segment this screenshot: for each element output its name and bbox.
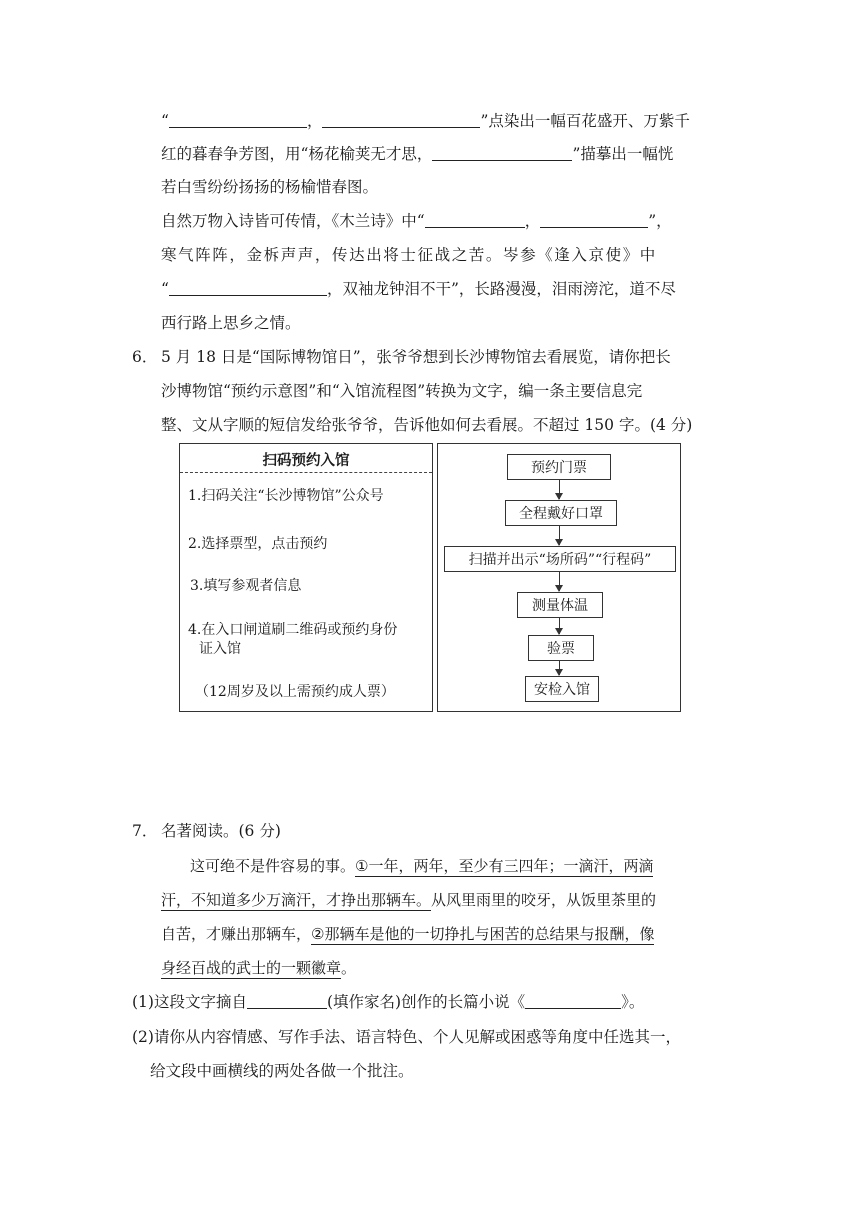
flow-arrow: [559, 661, 560, 675]
q7-sub-2-line-1: (2)请你从内容情感、写作手法、语言特色、个人见解或困惑等角度中任选其一，: [132, 1028, 681, 1046]
flow-step-6: 安检入馆: [525, 676, 599, 702]
q5-line-7: 西行路上思乡之情。: [161, 314, 301, 332]
reservation-step-4: 4.在入口闸道刷二维码或预约身份: [188, 622, 398, 638]
underlined-passage-2: ②那辆车是他的一切挣扎与困苦的总结果与报酬，像: [311, 925, 655, 943]
underlined-passage-1-cont: 汗，不知道多少万滴汗，才挣出那辆车。: [161, 891, 432, 909]
q7-title: 名著阅读。(6 分): [161, 822, 281, 840]
reservation-step-1: 1.扫码关注“长沙博物馆”公众号: [188, 488, 384, 504]
underlined-passage-1: ①一年，两年，至少有三四年；一滴汗，两滴: [355, 857, 654, 875]
q7-passage-line-1: 这可绝不是件容易的事。①一年，两年，至少有三四年；一滴汗，两滴: [190, 857, 654, 875]
q7-passage-line-2: 汗，不知道多少万滴汗，才挣出那辆车。从风里雨里的咬牙，从饭里茶里的: [161, 891, 657, 909]
q6-line-3: 整、文从字顺的短信发给张爷爷，告诉他如何去看展。不超过 150 字。(4 分): [161, 416, 693, 434]
underlined-passage-2-cont: 身经百战的武士的一颗徽章: [161, 959, 342, 977]
answer-blank[interactable]: [169, 111, 307, 128]
q6-line-1: 5 月 18 日是“国际博物馆日”，张爷爷想到长沙博物馆去看展览，请你把长: [161, 348, 671, 366]
answer-blank[interactable]: [432, 144, 572, 161]
q5-line-6: “ ，双袖龙钟泪不干”，长路漫漫，泪雨滂沱，道不尽: [161, 280, 676, 298]
q5-line-2: 红的暮春争芳图，用“杨花榆荚无才思， ”描摹出一幅恍: [161, 145, 674, 163]
answer-blank[interactable]: [425, 211, 525, 228]
q5-line-1: “ ， ”点染出一幅百花盛开、万紫千: [161, 112, 690, 130]
q6-number: 6．: [132, 348, 158, 366]
q5-line-3: 若白雪纷纷扬扬的杨榆惜春图。: [161, 178, 379, 196]
reservation-step-2: 2.选择票型，点击预约: [188, 536, 328, 552]
reservation-step-4-cont: 证入馆: [199, 641, 241, 657]
reservation-step-3: 3.填写参观者信息: [190, 578, 302, 594]
q7-passage-line-4: 身经百战的武士的一颗徽章。: [161, 959, 357, 977]
q5-line-5: 寒气阵阵，金柝声声，传达出将士征战之苦。岑参《逢入京使》中: [161, 246, 657, 264]
q7-number: 7．: [132, 822, 158, 840]
q7-passage-line-3: 自苦，才赚出那辆车，②那辆车是他的一切挣扎与困苦的总结果与报酬，像: [161, 925, 655, 943]
q7-sub-1: (1)这段文字摘自 (填作家名)创作的长篇小说《 》。: [132, 993, 645, 1011]
flow-step-4: 测量体温: [517, 592, 603, 618]
answer-blank[interactable]: [322, 111, 480, 128]
flow-arrow: [559, 480, 560, 499]
author-blank[interactable]: [247, 992, 327, 1009]
dashed-divider: [180, 472, 432, 473]
answer-blank[interactable]: [540, 211, 648, 228]
flow-arrow: [559, 526, 560, 545]
q6-line-2: 沙博物馆“预约示意图”和“入馆流程图”转换为文字，编一条主要信息完: [161, 382, 643, 400]
flow-step-2: 全程戴好口罩: [505, 500, 617, 526]
reservation-note: （12周岁及以上需预约成人票）: [195, 684, 395, 700]
reservation-title: 扫码预约入馆: [262, 452, 350, 469]
q7-sub-2-line-2: 给文段中画横线的两处各做一个批注。: [150, 1062, 414, 1080]
novel-title-blank[interactable]: [525, 992, 621, 1009]
reservation-diagram: [179, 443, 433, 712]
flow-arrow: [559, 572, 560, 591]
answer-blank[interactable]: [169, 279, 327, 296]
entry-flowchart: [437, 443, 681, 712]
flow-step-1: 预约门票: [507, 454, 611, 480]
flow-step-5: 验票: [528, 635, 594, 661]
flow-step-3: 扫描并出示“场所码”“行程码”: [444, 546, 676, 572]
q5-line-4: 自然万物入诗皆可传情，《木兰诗》中“ ， ”，: [161, 212, 672, 230]
flow-arrow: [559, 618, 560, 634]
